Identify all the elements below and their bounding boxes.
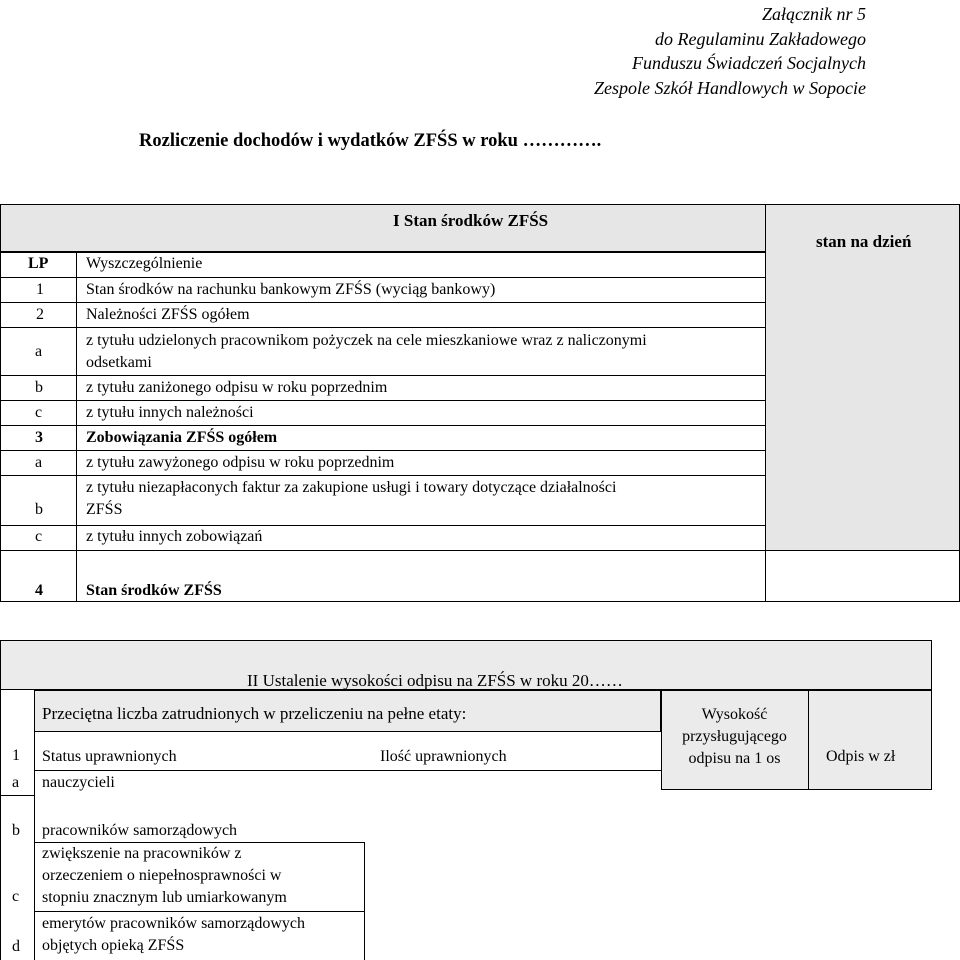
row-lp: c xyxy=(35,404,43,421)
row-text: z tytułu udzielonych pracownikom pożyczek na cele mieszkaniowe wraz z naliczonymi xyxy=(86,332,647,349)
col-header-lp: LP xyxy=(28,255,49,272)
row-text: z tytułu innych zobowiązań xyxy=(86,528,263,545)
row-text: emerytów pracowników samorządowych xyxy=(42,915,306,932)
row-lp: b xyxy=(12,822,20,839)
row-text: nauczycieli xyxy=(42,774,115,791)
row-lp: a xyxy=(35,454,43,471)
section-2-subtitle: Przeciętna liczba zatrudnionych w przeliczeniu na pełne etaty: xyxy=(42,704,467,723)
appendix-note xyxy=(594,2,866,100)
row-lp: 4 xyxy=(35,582,43,599)
col-header-amount xyxy=(661,704,808,770)
document-title: Rozliczenie dochodów i wydatków ZFŚS w roku …………. xyxy=(139,131,602,151)
row-text: orzeczeniem o niepełnosprawności w xyxy=(42,867,282,884)
appendix-line: Załącznik nr 5 xyxy=(761,4,866,24)
row-text: objętych opieką ZFŚS xyxy=(42,937,185,954)
row-lp: 2 xyxy=(36,306,44,323)
row-lp: d xyxy=(12,938,20,955)
col-header-status: Status uprawnionych xyxy=(42,748,177,765)
row-lp: 1 xyxy=(36,281,44,298)
row-lp: a xyxy=(12,774,20,791)
date-column-cell[interactable] xyxy=(765,204,960,551)
row-lp: c xyxy=(12,888,20,905)
section-1-title: I Stan środków ZFŚS xyxy=(393,211,549,230)
row-text: pracowników samorządowych xyxy=(42,822,238,839)
row-text: Należności ZFŚS ogółem xyxy=(86,306,250,323)
row-lp: 3 xyxy=(35,429,43,446)
row-text: z tytułu zaniżonego odpisu w roku poprzednim xyxy=(86,379,388,396)
section-2-title: II Ustalenie wysokości odpisu na ZFŚS w roku 20…… xyxy=(247,671,623,690)
row-text: z tytułu niezapłaconych faktur za zakupione usługi i towary dotyczące działalności xyxy=(86,479,617,496)
appendix-line: do Regulaminu Zakładowego xyxy=(655,28,866,49)
row-lp: c xyxy=(35,528,43,545)
col-header-amount-line: przysługującego xyxy=(682,728,787,745)
row-text: Stan środków na rachunku bankowym ZFŚS (wyciąg bankowy) xyxy=(86,281,496,298)
row-text: Zobowiązania ZFŚS ogółem xyxy=(86,429,278,446)
col-header-total: Odpis w zł xyxy=(826,748,896,765)
col-header-amount-line: odpisu na 1 os xyxy=(688,750,781,767)
row-text: z tytułu innych należności xyxy=(86,404,254,421)
col-header-amount-line: Wysokość xyxy=(701,706,768,723)
appendix-line: Zespole Szkół Handlowych w Sopocie xyxy=(594,77,866,98)
row-text: stopniu znacznym lub umiarkowanym xyxy=(42,889,287,906)
row-text: ZFŚS xyxy=(86,501,123,518)
row-lp: b xyxy=(35,501,43,518)
row-text: z tytułu zawyżonego odpisu w roku poprzednim xyxy=(86,454,395,471)
col-header-description: Wyszczególnienie xyxy=(86,255,203,272)
appendix-line: Funduszu Świadczeń Socjalnych xyxy=(632,53,866,73)
row-text: odsetkami xyxy=(86,354,152,371)
row-number: 1 xyxy=(12,747,20,764)
row-lp: b xyxy=(35,379,43,396)
col-header-count: Ilość uprawnionych xyxy=(380,748,507,765)
row-text: Stan środków ZFŚS xyxy=(86,582,222,599)
row-lp: a xyxy=(35,343,43,360)
row-text: zwiększenie na pracowników z xyxy=(42,845,242,862)
col-header-date: stan na dzień xyxy=(816,232,912,251)
